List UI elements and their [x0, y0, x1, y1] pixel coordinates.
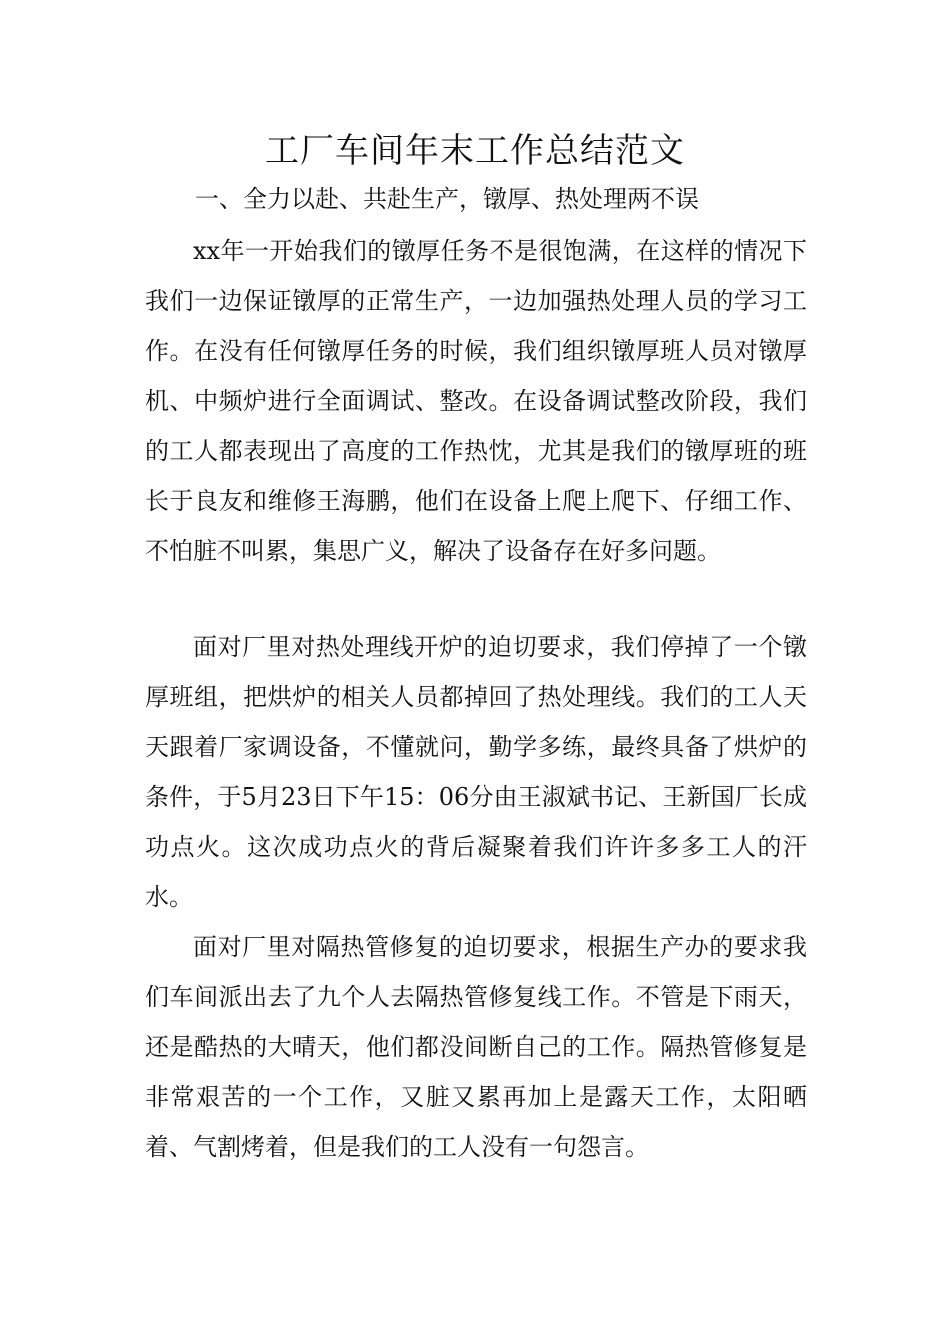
body-paragraph: 面对厂里对隔热管修复的迫切要求，根据生产办的要求我们车间派出去了九个人去隔热管修复线工作。不管是下雨天，还是酷热的大晴天，他们都没间断自己的工作。隔热管修复是非常艰苦的一个工作，又脏又累再加上是露天工作，太阳晒着、气割烤着，但是我们的工人没有一句怨言。: [145, 933, 807, 1161]
section-heading: 一、全力以赴、共赴生产，镦厚、热处理两不误: [195, 185, 699, 213]
body-paragraph: xx年一开始我们的镦厚任务不是很饱满，在这样的情况下我们一边保证镦厚的正常生产，一边加强热处理人员的学习工作。在没有任何镦厚任务的时候，我们组织镦厚班人员对镦厚机、中频炉进行全面调试、整改。在设备调试整改阶段，我们的工人都表现出了高度的工作热忱，尤其是我们的镦厚班的班长于良友和维修王海鹏，他们在设备上爬上爬下、仔细工作、不怕脏不叫累，集思广义，解决了设备存在好多问题。: [145, 237, 807, 565]
body-paragraph: 面对厂里对热处理线开炉的迫切要求，我们停掉了一个镦厚班组，把烘炉的相关人员都掉回了热处理线。我们的工人天天跟着厂家调设备，不懂就问，勤学多练，最终具备了烘炉的条件，于5月23日下午15：06分由王淑斌书记、王新国厂长成功点火。这次成功点火的背后凝聚着我们许许多多工人的汗水。: [145, 633, 807, 911]
document-title: 工厂车间年末工作总结范文: [265, 131, 685, 171]
